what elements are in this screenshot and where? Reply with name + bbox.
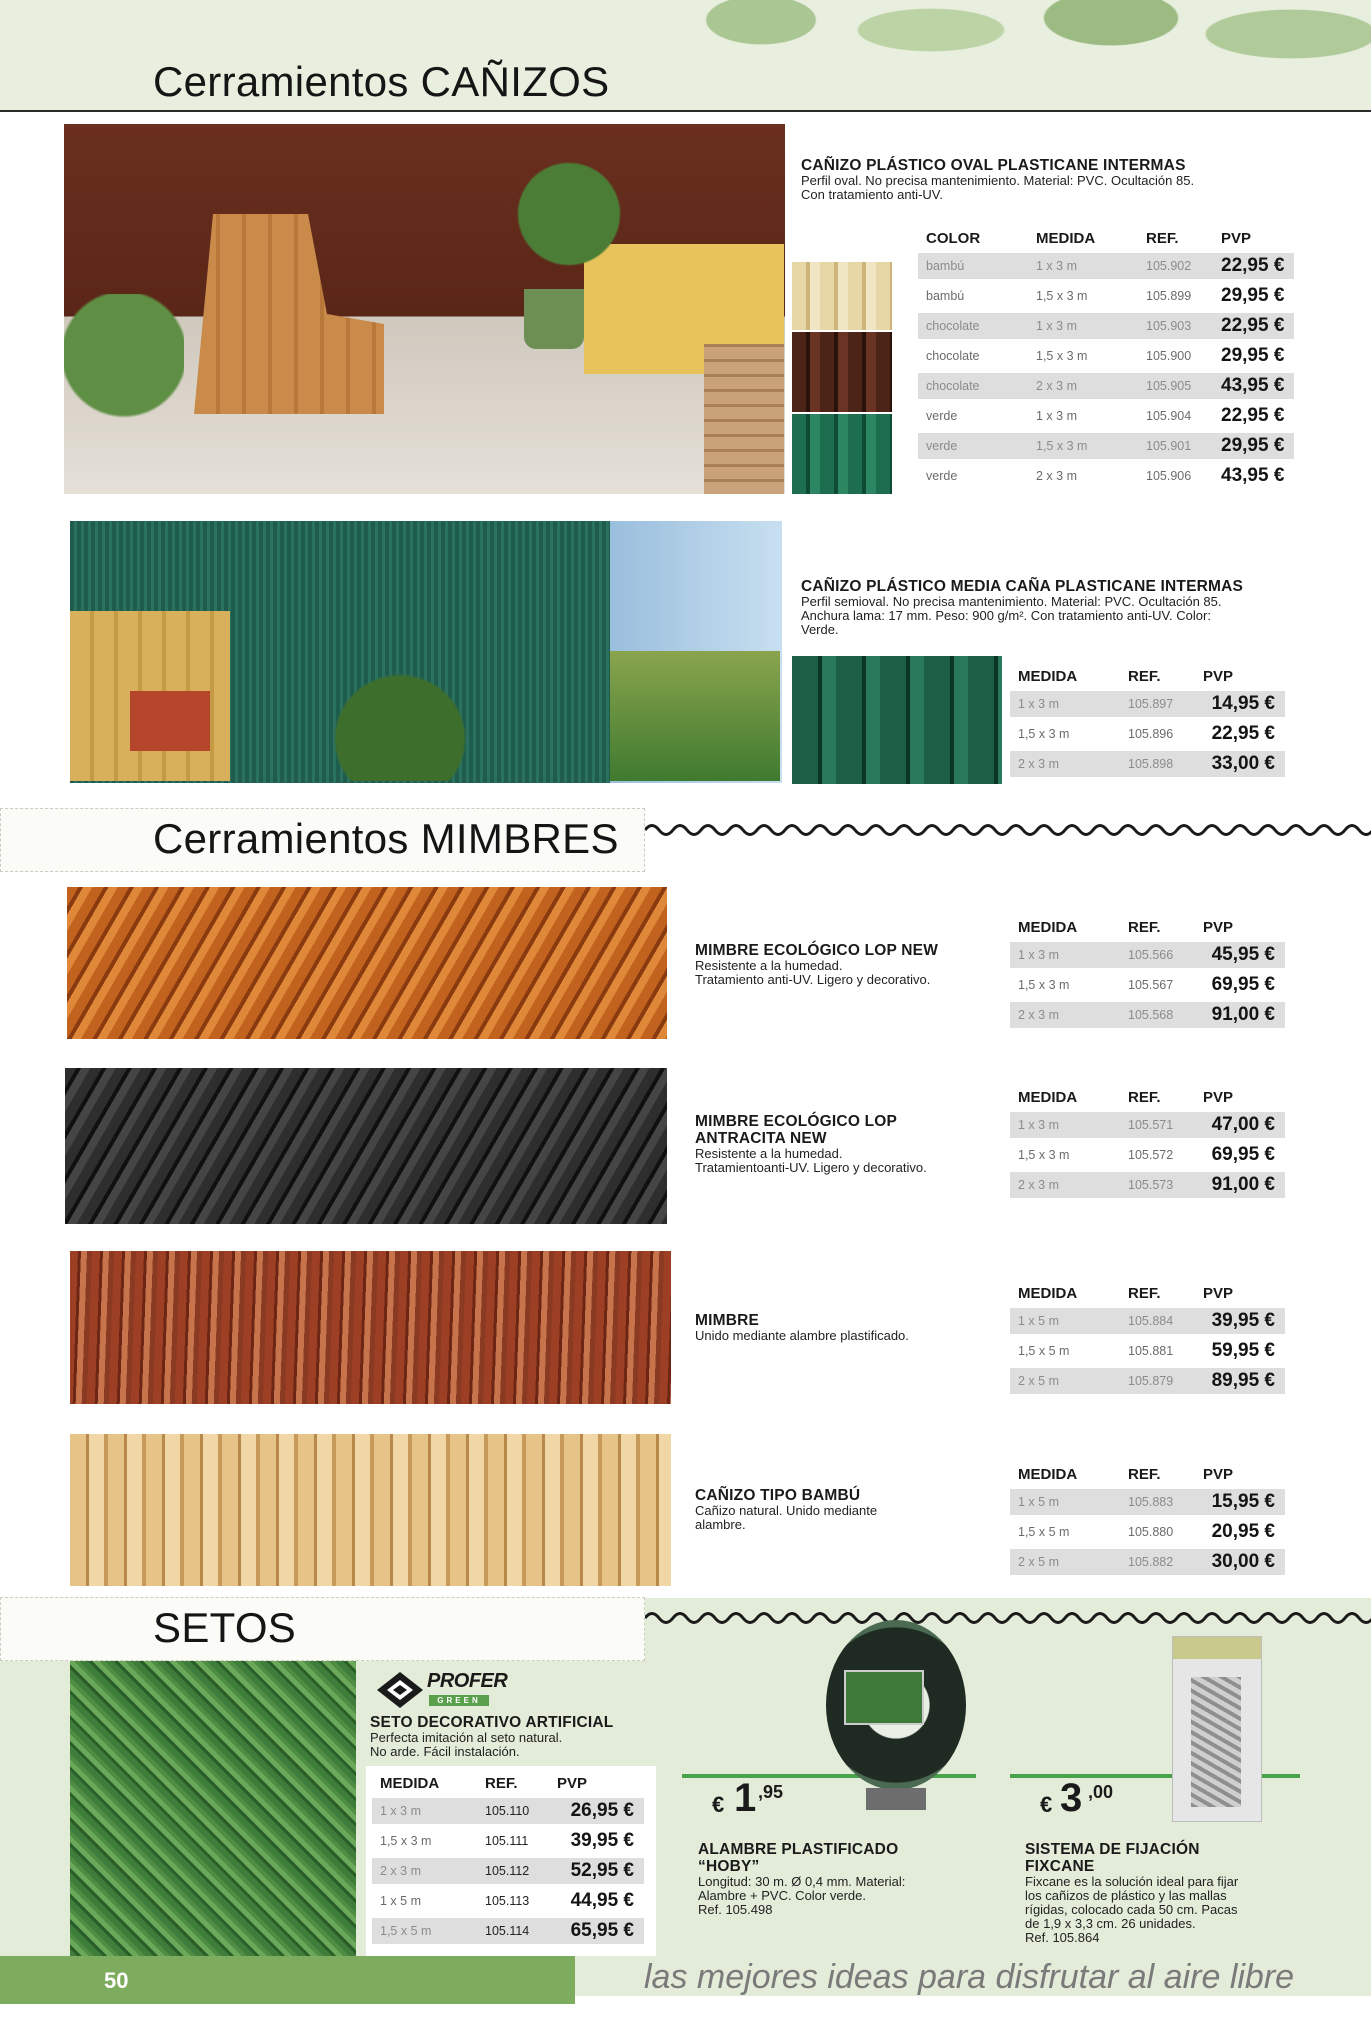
- cell-ref: 105.114: [477, 1918, 549, 1944]
- section-title-setos: SETOS: [153, 1604, 297, 1651]
- cell-pvp: 30,00 €: [1195, 1549, 1285, 1575]
- cell-ref: 105.110: [477, 1798, 549, 1824]
- product-desc-line: Unido mediante alambre plastificado.: [695, 1328, 909, 1343]
- table-row: [1010, 1549, 1285, 1575]
- price-table-media: [1010, 664, 1285, 781]
- cell-medida: 1,5 x 3 m: [1036, 289, 1088, 303]
- cell-pvp: 22,95 €: [1213, 253, 1294, 279]
- patio-photo: [64, 124, 785, 494]
- product-name: MIMBRE ECOLÓGICO LOP NEW: [695, 942, 939, 959]
- product-name: CAÑIZO PLÁSTICO MEDIA CAÑA PLASTICANE INTERMAS: [801, 578, 1244, 595]
- table-row: [1010, 1002, 1285, 1028]
- cell-pvp: 22,95 €: [1211, 723, 1275, 744]
- table-row: [372, 1798, 644, 1824]
- table-row: [1010, 1112, 1285, 1138]
- col-header-pvp: PVP: [1203, 1466, 1234, 1483]
- swatch-chocolate: [792, 332, 892, 412]
- cell-ref: 105.573: [1120, 1172, 1195, 1198]
- product-name: ANTRACITA NEW: [695, 1130, 827, 1147]
- product-desc-line: Anchura lama: 17 mm. Peso: 900 g/m². Con tratamiento anti-UV. Color:: [801, 608, 1211, 623]
- cell-medida: 2 x 5 m: [1010, 1549, 1120, 1575]
- product-name: MIMBRE: [695, 1312, 760, 1329]
- cell-pvp: 20,95 €: [1211, 1521, 1275, 1542]
- cell-medida: 1 x 3 m: [1010, 942, 1120, 968]
- product-name: SISTEMA DE FIJACIÓN: [1025, 1841, 1200, 1858]
- wave-divider: [645, 820, 1371, 840]
- col-header-medida: MEDIDA: [1018, 1285, 1078, 1302]
- price-table-oval: [918, 226, 1294, 493]
- product-desc-line: Longitud: 30 m. Ø 0,4 mm. Material:: [698, 1874, 906, 1889]
- fixcane-price-currency: €: [1040, 1792, 1053, 1817]
- cell-ref: 105.903: [1138, 313, 1213, 339]
- table-row: [918, 433, 1294, 459]
- table-row: [918, 313, 1294, 339]
- col-header-pvp: PVP: [1203, 1285, 1234, 1302]
- fixcane-pack-image: [1172, 1636, 1262, 1822]
- cell-ref: 105.112: [477, 1858, 549, 1884]
- table-row: [1010, 1308, 1285, 1334]
- product-desc-line: Perfil semioval. No precisa mantenimiento. Material: PVC. Ocultación 85.: [801, 594, 1222, 609]
- brand-name: PROFER: [427, 1670, 508, 1692]
- cell-medida: 1 x 3 m: [1010, 1112, 1120, 1138]
- leaves-decoration: [671, 0, 1371, 90]
- table-row: [918, 343, 1294, 369]
- wire-roll-image: [826, 1620, 966, 1820]
- mimbre-photo: [70, 1251, 671, 1404]
- table-row: [1010, 1368, 1285, 1394]
- product-name: FIXCANE: [1025, 1858, 1095, 1875]
- cell-color: chocolate: [926, 349, 980, 363]
- cell-pvp: 33,00 €: [1195, 751, 1285, 777]
- col-header-medida: MEDIDA: [380, 1775, 440, 1792]
- cell-pvp: 39,95 €: [570, 1830, 634, 1851]
- cell-ref: 105.906: [1146, 469, 1192, 483]
- table-row: [372, 1918, 644, 1944]
- cell-pvp: 91,00 €: [1195, 1002, 1285, 1028]
- table-row: [1010, 1172, 1285, 1198]
- product-desc-line: Ref. 105.498: [698, 1902, 773, 1917]
- table-row: [1010, 1489, 1285, 1515]
- col-header-medida: MEDIDA: [1036, 230, 1096, 247]
- col-header-medida: MEDIDA: [1018, 1466, 1078, 1483]
- cell-ref: 105.566: [1120, 942, 1195, 968]
- col-header-pvp: PVP: [1203, 1089, 1234, 1106]
- cell-ref: 105.572: [1128, 1148, 1174, 1162]
- cell-color: chocolate: [918, 373, 1028, 399]
- cell-medida: 1 x 5 m: [1010, 1308, 1120, 1334]
- cell-ref: 105.883: [1120, 1489, 1195, 1515]
- page-number: 50: [104, 1968, 129, 1993]
- cell-ref: 105.113: [485, 1894, 530, 1908]
- table-row: [918, 463, 1294, 489]
- cell-pvp: 26,95 €: [549, 1798, 644, 1824]
- cell-color: chocolate: [918, 313, 1028, 339]
- cell-medida: 1 x 5 m: [1010, 1489, 1120, 1515]
- cell-medida: 2 x 3 m: [1010, 1002, 1120, 1028]
- cell-medida: 1 x 3 m: [1028, 253, 1138, 279]
- product-desc-line: Ref. 105.864: [1025, 1930, 1100, 1945]
- cell-ref: 105.900: [1146, 349, 1192, 363]
- col-header-medida: MEDIDA: [1018, 668, 1078, 685]
- product-seto-info: [370, 1714, 670, 1759]
- cell-ref: 105.111: [485, 1834, 529, 1848]
- mimbre-lop-photo: [67, 887, 667, 1039]
- table-row: [1010, 1338, 1285, 1364]
- product-mimbre-antracita-info: [695, 1113, 995, 1175]
- cell-pvp: 44,95 €: [570, 1890, 634, 1911]
- col-header-pvp: PVP: [1203, 919, 1234, 936]
- cell-medida: 1,5 x 3 m: [1036, 349, 1088, 363]
- product-desc-line: los cañizos de plástico y las mallas: [1025, 1888, 1227, 1903]
- cell-medida: 2 x 3 m: [1010, 1172, 1120, 1198]
- col-header-medida: MEDIDA: [1018, 1089, 1078, 1106]
- table-row: [1010, 1142, 1285, 1168]
- cell-ref: 105.571: [1120, 1112, 1195, 1138]
- table-row: [1010, 751, 1285, 777]
- cell-pvp: 69,95 €: [1211, 974, 1275, 995]
- table-row: [1010, 1519, 1285, 1545]
- product-oval-info: [801, 157, 1321, 202]
- table-row: [372, 1858, 644, 1884]
- page-title: Cerramientos CAÑIZOS: [153, 58, 610, 105]
- product-desc-line: Alambre + PVC. Color verde.: [698, 1888, 866, 1903]
- cell-ref: 105.882: [1120, 1549, 1195, 1575]
- cell-ref: 105.881: [1128, 1344, 1174, 1358]
- cell-medida: 1 x 5 m: [380, 1894, 421, 1908]
- product-desc-line: Tratamiento anti-UV. Ligero y decorativo.: [695, 972, 931, 987]
- profer-logo: [375, 1668, 508, 1710]
- price-table-bambu: [1010, 1462, 1285, 1579]
- cell-ref: 105.568: [1120, 1002, 1195, 1028]
- table-row: [1010, 942, 1285, 968]
- product-desc-line: Fixcane es la solución ideal para fijar: [1025, 1874, 1239, 1889]
- footer-bar: [0, 1956, 575, 2004]
- wave-divider: [645, 1608, 1371, 1628]
- cell-medida: 2 x 3 m: [1028, 373, 1138, 399]
- cell-medida: 2 x 3 m: [1036, 469, 1077, 483]
- col-header-ref: REF.: [1146, 230, 1179, 247]
- product-mimbre-lop-info: [695, 942, 995, 987]
- price-table-seto: [372, 1771, 644, 1948]
- product-desc-line: Verde.: [801, 622, 839, 637]
- mimbre-antracita-photo: [65, 1068, 667, 1224]
- product-media-info: [801, 578, 1321, 637]
- cell-color: bambú: [926, 289, 965, 303]
- col-header-ref: REF.: [1128, 1466, 1161, 1483]
- table-row: [1010, 972, 1285, 998]
- table-row: [918, 253, 1294, 279]
- cell-ref: 105.879: [1120, 1368, 1195, 1394]
- cell-pvp: 22,95 €: [1221, 405, 1285, 426]
- cell-ref: 105.896: [1128, 727, 1174, 741]
- cell-color: bambú: [918, 253, 1028, 279]
- cell-medida: 1,5 x 3 m: [1018, 727, 1070, 741]
- price-table-mimbre-antracita: [1010, 1085, 1285, 1202]
- cell-medida: 1,5 x 3 m: [1018, 978, 1070, 992]
- cell-pvp: 52,95 €: [549, 1858, 644, 1884]
- product-mimbre-info: [695, 1312, 995, 1343]
- col-header-color: COLOR: [926, 230, 981, 247]
- cell-pvp: 43,95 €: [1221, 465, 1285, 486]
- cell-medida: 1 x 3 m: [1010, 691, 1120, 717]
- cell-pvp: 22,95 €: [1213, 313, 1294, 339]
- col-header-ref: REF.: [1128, 668, 1161, 685]
- fixcane-price-dec: ,00: [1088, 1782, 1114, 1802]
- product-desc-line: alambre.: [695, 1517, 746, 1532]
- price-table-mimbre: [1010, 1281, 1285, 1398]
- cell-pvp: 43,95 €: [1213, 373, 1294, 399]
- alambre-price-currency: €: [712, 1792, 725, 1817]
- fixcane-price-int: 3: [1060, 1776, 1083, 1820]
- product-name: ALAMBRE PLASTIFICADO: [698, 1841, 899, 1858]
- alambre-price-dec: ,95: [758, 1782, 784, 1802]
- cell-color: verde: [926, 409, 958, 423]
- table-row: [372, 1828, 644, 1854]
- cell-pvp: 29,95 €: [1213, 433, 1294, 459]
- cell-medida: 1,5 x 3 m: [1018, 1148, 1070, 1162]
- section-title-mimbres: Cerramientos MIMBRES: [153, 815, 619, 862]
- bambu-photo: [70, 1434, 671, 1586]
- cell-medida: 1,5 x 5 m: [1018, 1344, 1070, 1358]
- product-name: CAÑIZO PLÁSTICO OVAL PLASTICANE INTERMAS: [801, 157, 1186, 174]
- alambre-price-int: 1: [734, 1776, 757, 1820]
- cell-ref: 105.897: [1120, 691, 1195, 717]
- cell-medida: 2 x 3 m: [372, 1858, 477, 1884]
- product-desc-line: Con tratamiento anti-UV.: [801, 187, 943, 202]
- seto-photo: [70, 1661, 356, 1957]
- product-desc-line: rígidas, colocado cada 50 cm. Pacas: [1025, 1902, 1238, 1917]
- cell-medida: 1,5 x 3 m: [1028, 433, 1138, 459]
- product-bambu-info: [695, 1487, 995, 1532]
- col-header-ref: REF.: [485, 1775, 518, 1792]
- cell-pvp: 91,00 €: [1195, 1172, 1285, 1198]
- cell-ref: 105.902: [1138, 253, 1213, 279]
- cell-pvp: 15,95 €: [1195, 1489, 1285, 1515]
- table-row: [1010, 721, 1285, 747]
- product-desc-line: Resistente a la humedad.: [695, 958, 843, 973]
- product-fixcane-info: [1025, 1841, 1315, 1945]
- cell-color: verde: [918, 433, 1028, 459]
- cell-ref: 105.880: [1128, 1525, 1174, 1539]
- cell-pvp: 39,95 €: [1195, 1308, 1285, 1334]
- cell-pvp: 65,95 €: [549, 1918, 644, 1944]
- cell-pvp: 89,95 €: [1195, 1368, 1285, 1394]
- product-desc-line: Cañizo natural. Unido mediante: [695, 1503, 878, 1518]
- product-desc-line: de 1,9 x 3,3 cm. 26 unidades.: [1025, 1916, 1196, 1931]
- cell-ref: 105.898: [1120, 751, 1195, 777]
- cell-medida: 2 x 5 m: [1010, 1368, 1120, 1394]
- table-row: [918, 283, 1294, 309]
- garden-photo: [70, 521, 782, 783]
- col-header-ref: REF.: [1128, 1285, 1161, 1302]
- cell-medida: 1,5 x 5 m: [372, 1918, 477, 1944]
- cell-pvp: 29,95 €: [1221, 285, 1285, 306]
- product-desc-line: Tratamientoanti-UV. Ligero y decorativo.: [695, 1160, 927, 1175]
- product-desc-line: Resistente a la humedad.: [695, 1146, 843, 1161]
- col-header-pvp: PVP: [1221, 230, 1252, 247]
- cell-ref: 105.567: [1128, 978, 1174, 992]
- cell-pvp: 69,95 €: [1211, 1144, 1275, 1165]
- product-name: “HOBY”: [698, 1858, 760, 1875]
- footer-slogan: las mejores ideas para disfrutar al aire libre: [644, 1958, 1295, 1996]
- cell-ref: 105.901: [1138, 433, 1213, 459]
- cell-pvp: 59,95 €: [1211, 1340, 1275, 1361]
- product-desc-line: Perfecta imitación al seto natural.: [370, 1730, 563, 1745]
- swatch-bambu: [792, 262, 892, 330]
- cell-medida: 1,5 x 3 m: [380, 1834, 432, 1848]
- product-desc-line: No arde. Fácil instalación.: [370, 1744, 520, 1759]
- table-row: [1010, 691, 1285, 717]
- table-row: [918, 373, 1294, 399]
- swatch-verde: [792, 414, 892, 494]
- brand-sub: GREEN: [429, 1695, 489, 1706]
- cell-medida: 1,5 x 5 m: [1018, 1525, 1070, 1539]
- table-row: [372, 1888, 644, 1914]
- cell-pvp: 47,00 €: [1195, 1112, 1285, 1138]
- cell-medida: 1 x 3 m: [1028, 313, 1138, 339]
- col-header-pvp: PVP: [1203, 668, 1234, 685]
- col-header-ref: REF.: [1128, 1089, 1161, 1106]
- profer-mark-icon: [375, 1670, 425, 1710]
- price-table-mimbre-lop: [1010, 915, 1285, 1032]
- section-banner-setos: [0, 1597, 645, 1661]
- product-desc-line: Perfil oval. No precisa mantenimiento. Material: PVC. Ocultación 85.: [801, 173, 1195, 188]
- cell-pvp: 45,95 €: [1195, 942, 1285, 968]
- table-row: [918, 403, 1294, 429]
- cell-ref: 105.884: [1120, 1308, 1195, 1334]
- col-header-medida: MEDIDA: [1018, 919, 1078, 936]
- product-name: CAÑIZO TIPO BAMBÚ: [695, 1487, 861, 1504]
- col-header-ref: REF.: [1128, 919, 1161, 936]
- cell-ref: 105.904: [1146, 409, 1192, 423]
- cell-medida: 1 x 3 m: [372, 1798, 477, 1824]
- cell-color: verde: [926, 469, 958, 483]
- cell-ref: 105.905: [1138, 373, 1213, 399]
- swatch-media-cana: [792, 656, 1002, 784]
- col-header-pvp: PVP: [557, 1775, 588, 1792]
- cell-medida: 1 x 3 m: [1036, 409, 1077, 423]
- cell-pvp: 14,95 €: [1195, 691, 1285, 717]
- cell-medida: 2 x 3 m: [1010, 751, 1120, 777]
- product-name: SETO DECORATIVO ARTIFICIAL: [370, 1714, 614, 1731]
- cell-ref: 105.899: [1146, 289, 1192, 303]
- cell-pvp: 29,95 €: [1221, 345, 1285, 366]
- product-name: MIMBRE ECOLÓGICO LOP: [695, 1113, 898, 1130]
- product-alambre-info: [698, 1841, 968, 1917]
